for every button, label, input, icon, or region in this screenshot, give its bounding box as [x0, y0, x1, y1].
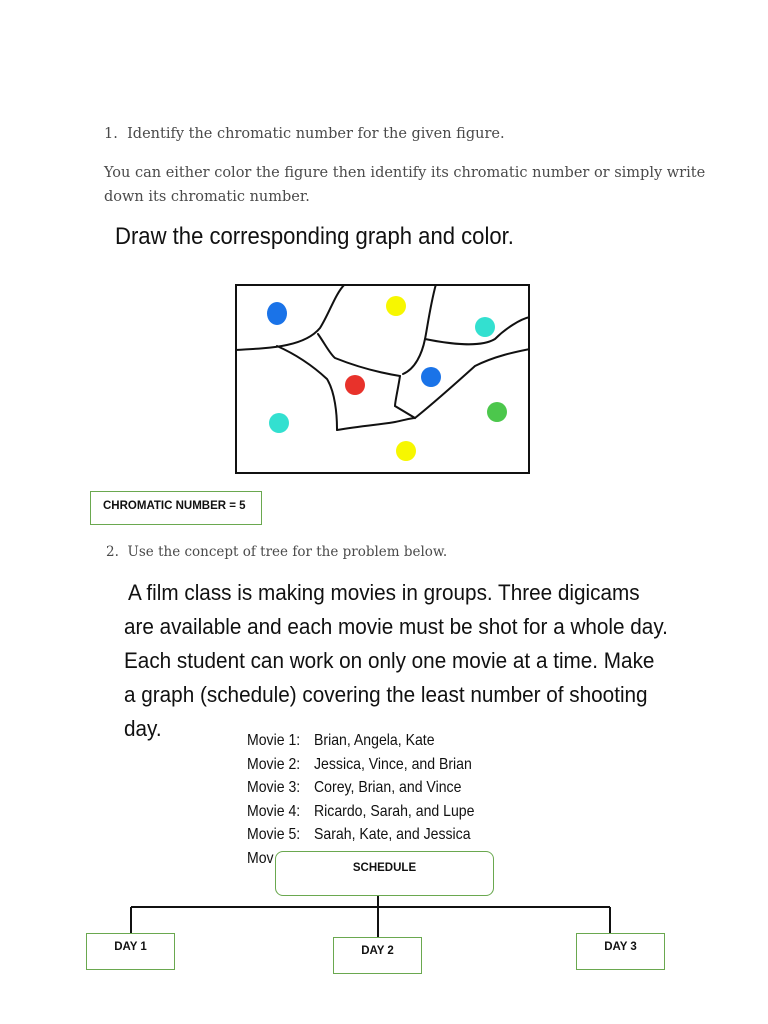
problem-line-2: are available and each movie must be shot for a whole day.: [124, 614, 668, 639]
movie-label: Movie 2:: [247, 756, 301, 773]
question-1-title: [104, 126, 505, 142]
region-dot-yellow-1: [386, 296, 406, 316]
region-dot-blue-2: [421, 367, 441, 387]
question-2-text: Use the concept of tree for the problem below.: [127, 544, 448, 560]
region-dot-red: [345, 375, 365, 395]
movie-members: Ricardo, Sarah, and Lupe: [314, 803, 475, 820]
movie-label: Movie 1:: [247, 732, 301, 749]
question-1-text: Identify the chromatic number for the given figure.: [127, 126, 505, 142]
question-1-instruction-line-1: You can either color the figure then identify its chromatic number or simply write: [104, 165, 706, 181]
day-3-label: DAY 3: [604, 941, 637, 953]
figure-heading: Draw the corresponding graph and color.: [115, 223, 514, 250]
chromatic-number-label: CHROMATIC NUMBER = 5: [103, 500, 246, 512]
problem-line-1: A film class is making movies in groups. Three digicams: [128, 580, 640, 605]
region-dot-green: [487, 402, 507, 422]
map-figure: [235, 284, 530, 474]
chromatic-number-answer-box: [90, 491, 262, 525]
movie-label: Movie 3:: [247, 779, 301, 796]
problem-line-5: day.: [124, 716, 162, 741]
movie-members: Sarah, Kate, and Jessica: [314, 826, 471, 843]
day-2-label: DAY 2: [361, 945, 394, 957]
schedule-root-node: [275, 851, 494, 896]
day-1-label: DAY 1: [114, 941, 147, 953]
region-dot-cyan-2: [269, 413, 289, 433]
question-2-number: 2.: [106, 544, 119, 560]
day-1-node: [86, 933, 175, 970]
movie-label: Movie 4:: [247, 803, 301, 820]
movie-label: Movie 5:: [247, 826, 301, 843]
movie-label: Mov: [247, 850, 274, 867]
movie-members: Brian, Angela, Kate: [314, 732, 435, 749]
movie-members: Jessica, Vince, and Brian: [314, 756, 472, 773]
schedule-root-label: SCHEDULE: [352, 862, 417, 874]
problem-line-3: Each student can work on only one movie at a time. Make: [124, 648, 655, 673]
question-2-title: [106, 544, 447, 560]
day-3-node: [576, 933, 665, 970]
region-dot-yellow-2: [396, 441, 416, 461]
problem-line-4: a graph (schedule) covering the least number of shooting: [124, 682, 648, 707]
question-1-instruction-line-2: down its chromatic number.: [104, 189, 310, 205]
question-1-number: 1.: [104, 126, 118, 142]
region-dot-cyan-1: [475, 317, 495, 337]
movie-members: Corey, Brian, and Vince: [314, 779, 462, 796]
region-dot-blue-1: [267, 302, 287, 325]
day-2-node: [333, 937, 422, 974]
